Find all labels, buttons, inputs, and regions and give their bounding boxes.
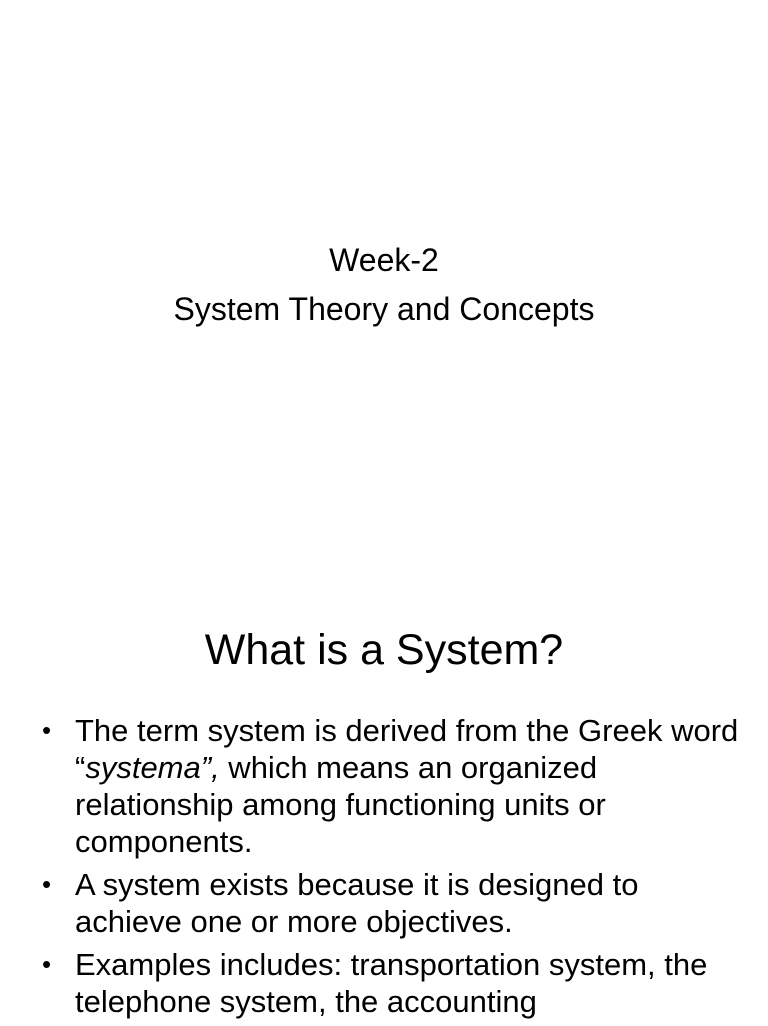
slide-title: What is a System? (204, 626, 564, 674)
bullet-icon: • (42, 715, 52, 745)
bullet-emphasis: systema”, (85, 750, 220, 785)
bullet-item-3 (42, 946, 742, 1020)
bullet-text-part: The term system is derived from the Greek word “ (75, 713, 739, 785)
bullet-text: Examples includes: transportation system, the telephone system, the accounting (75, 947, 708, 1019)
bullet-list (42, 712, 742, 1026)
content-slide (0, 576, 768, 1024)
bullet-item-2 (42, 866, 742, 940)
slide-subtitle: System Theory and Concepts (173, 291, 595, 327)
bullet-text-part: which means an organized relationship among functioning units or components. (75, 750, 606, 859)
bullet-item-1 (42, 712, 742, 860)
bullet-text: A system exists because it is designed to achieve one or more objectives. (75, 867, 639, 939)
bullet-icon: • (42, 869, 52, 899)
bullet-icon: • (42, 949, 52, 979)
bullet-text (75, 713, 738, 859)
week-label: Week-2 (329, 242, 439, 278)
